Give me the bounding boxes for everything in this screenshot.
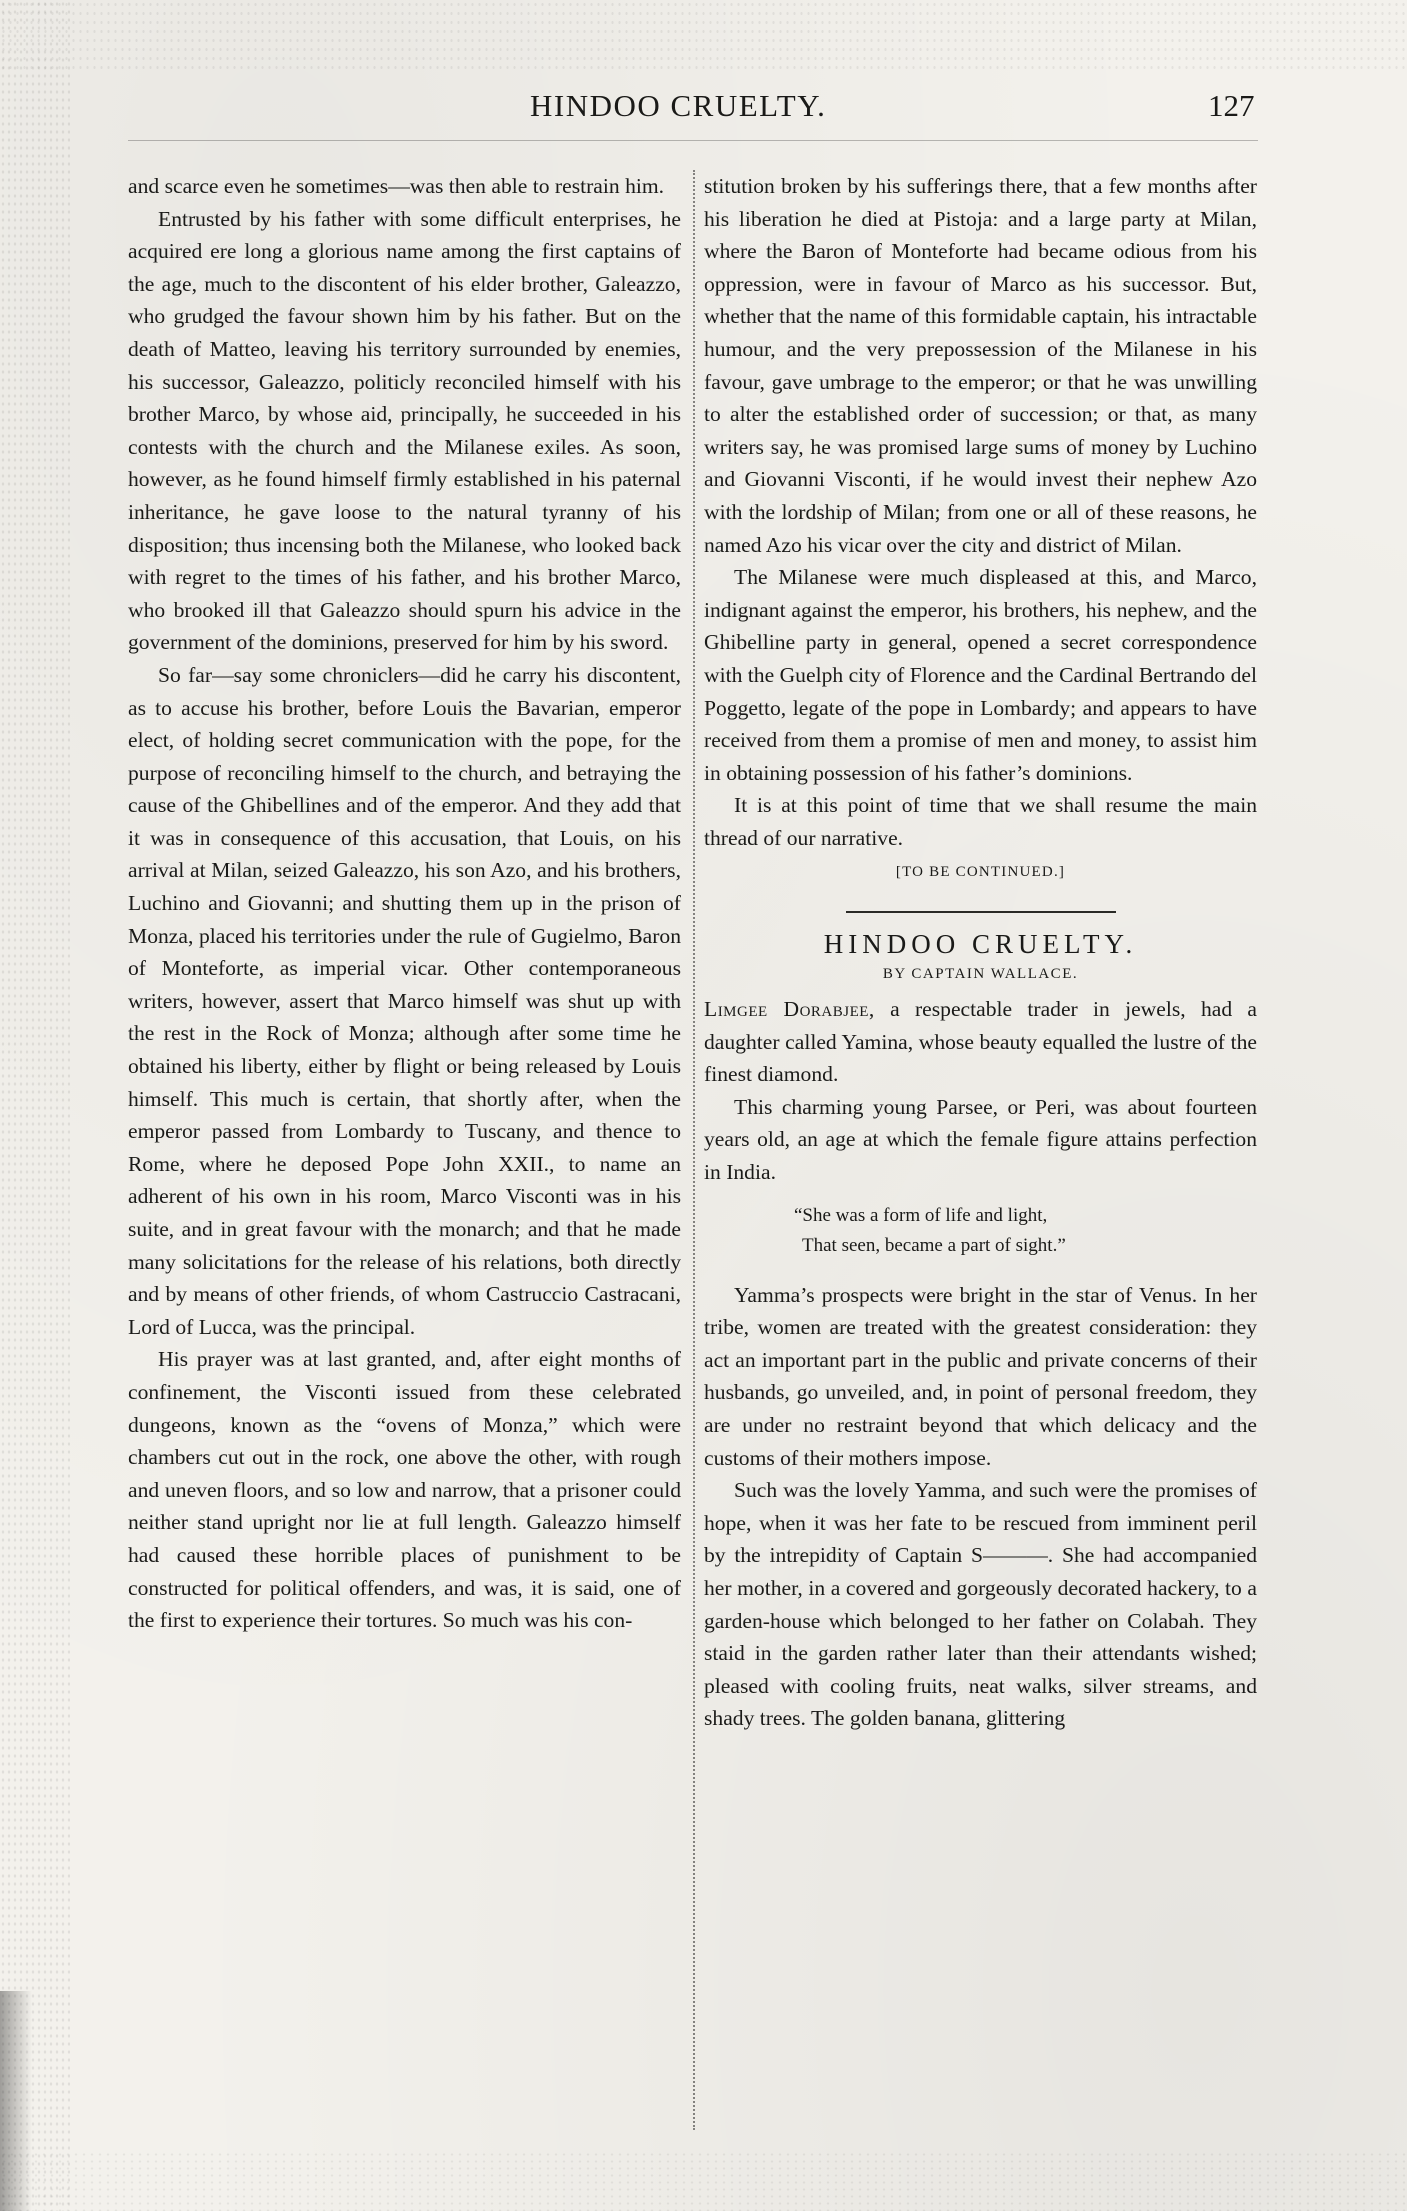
left-column xyxy=(128,170,681,1637)
left-paragraph-4: His prayer was at last granted, and, after eight months of confinement, the Visconti issued from these celebrated dungeons, known as the “ovens of Monza,” which were chambers cut out in the rock, one above the other, with rough and uneven floors, and so low and narrow, that a prisoner could neither stand upright nor lie at full length. Galeazzo himself had caused these horrible places of punishment to be constructed for political offenders, and was, it is said, one of the first to experience their tortures. So much was his con- xyxy=(128,1347,681,1633)
header-rule xyxy=(128,140,1258,141)
article-paragraph-2: This charming young Parsee, or Peri, was about fourteen years old, an age at which the female figure attains perfection in India. xyxy=(704,1094,1257,1185)
to-be-continued-note: [TO BE CONTINUED.] xyxy=(895,864,1066,881)
right-paragraph-3: It is at this point of time that we shall resume the main thread of our narrative. xyxy=(704,793,1257,850)
print-speckle-bottom xyxy=(0,2151,1407,2211)
right-paragraph-1: stitution broken by his sufferings there, that a few months after his liberation he died at Pistoja: and a large party at Milan, where the Baron of Monteforte had became odious from his oppression, were in favour of Marco as his successor. But, whether that the name of this formidable captain, his intractable humour, and the very prepossession of the Milanese in his favour, gave umbrage to the emperor; or that he was unwilling to alter the established order of succession; or that, as many writers say, he was promised large sums of money by Luchino and Giovanni Visconti, if he would invest their nephew Azo with the lordship of Milan; from one or all of these reasons, he named Azo his vicar over the city and district of Milan. xyxy=(704,174,1257,557)
article-paragraph-4: Such was the lovely Yamma, and such were the promises of hope, when it was her fate to be rescued from imminent peril by the intrepidity of Captain S———. She had accompanied her mother, in a covered and gorgeously decorated hackery, to a garden-house which belonged to her father on Colabah. They staid in the garden rather later than their attendants wished; pleased with cooling fruits, neat walks, silver streams, and shady trees. The golden banana, glittering xyxy=(704,1478,1257,1731)
verse-quote xyxy=(704,1201,1257,1261)
opening-smallcaps: Limgee Dorabjee, xyxy=(704,997,875,1022)
column-divider xyxy=(693,170,695,2130)
right-paragraph-2: The Milanese were much displeased at this, and Marco, indignant against the emperor, his brothers, his nephew, and the Ghibelline party in general, opened a secret correspondence with the Guelph city of Florence and the Cardinal Bertrando del Poggetto, legate of the pope in Lombardy; and appears to have received from them a promise of men and money, to assist him in obtaining possession of his father’s dominions. xyxy=(704,565,1257,785)
left-paragraph-1: and scarce even he sometimes—was then able to restrain him. xyxy=(128,174,665,198)
article-title: HINDOO CRUELTY. xyxy=(823,929,1138,960)
article-paragraph-3: Yamma’s prospects were bright in the star of Venus. In her tribe, women are treated with the greatest consideration: they act an important part in the public and private concerns of their husbands, go unveiled, and, in point of personal freedom, they are under no restraint beyond that which delicacy and the customs of their mothers impose. xyxy=(704,1282,1257,1470)
running-head: HINDOO CRUELTY. xyxy=(530,88,827,123)
left-paragraph-3: So far—say some chroniclers—did he carry his discontent, as to accuse his brother, before Louis the Bavarian, emperor elect, of holding secret communication with the pope, for the purpose of reconciling himself to the church, and betraying the cause of the Ghibellines and of the emperor. And they add that it was in consequence of this accusation, that Louis, on his arrival at Milan, seized Galeazzo, his son Azo, and his brothers, Luchino and Giovanni; and shutting them up in the prison of Monza, placed his territories under the rule of Gugielmo, Baron of Monteforte, as imperial vicar. Other contemporaneous writers, however, assert that Marco himself was shut up with the rest in the Rock of Monza; although after some time he obtained his liberty, either by flight or being released by Louis himself. This much is certain, that shortly after, when the emperor passed from Lombardy to Tuscany, and thence to Rome, where he deposed Pope John XXII., to name an adherent of his own in his room, Marco Visconti was in his suite, and in great favour with the monarch; and that he made many solicitations for the release of his relations, both directly and by means of other friends, of whom Castruccio Castracani, Lord of Lucca, was the principal. xyxy=(128,662,681,1339)
quote-line-1: “She was a form of life and light, xyxy=(794,1204,1048,1226)
section-rule xyxy=(846,911,1116,913)
right-column xyxy=(704,170,1257,1735)
page-edge-stain xyxy=(0,1991,32,2211)
article-byline: BY CAPTAIN WALLACE. xyxy=(882,966,1079,983)
print-speckle-top xyxy=(0,0,1407,70)
page-number: 127 xyxy=(1208,88,1255,123)
print-speckle-left xyxy=(0,0,70,2211)
left-paragraph-2: Entrusted by his father with some difficult enterprises, he acquired ere long a glorious name among the first captains of the age, much to the discontent of his elder brother, Galeazzo, who grudged the favour shown him by his father. But on the death of Matteo, leaving his territory surrounded by enemies, his successor, Galeazzo, politicly reconciled himself with his brother Marco, by whose aid, principally, he succeeded in his contests with the church and the Milanese exiles. As soon, however, as he found himself firmly established in his paternal inheritance, he gave loose to the natural tyranny of his disposition; thus incensing both the Milanese, who looked back with regret to the times of his father, and his brother Marco, who brooked ill that Galeazzo should spurn his advice in the government of the dominions, preserved for him by his sword. xyxy=(128,206,681,655)
opening-rest: a respectable trader in jewels, had a daughter called Yamina, whose beauty equalled the lustre of the finest diamond. xyxy=(704,997,1257,1087)
article-opening-paragraph xyxy=(704,993,1257,1091)
quote-line-2: That seen, became a part of sight.” xyxy=(802,1234,1066,1256)
